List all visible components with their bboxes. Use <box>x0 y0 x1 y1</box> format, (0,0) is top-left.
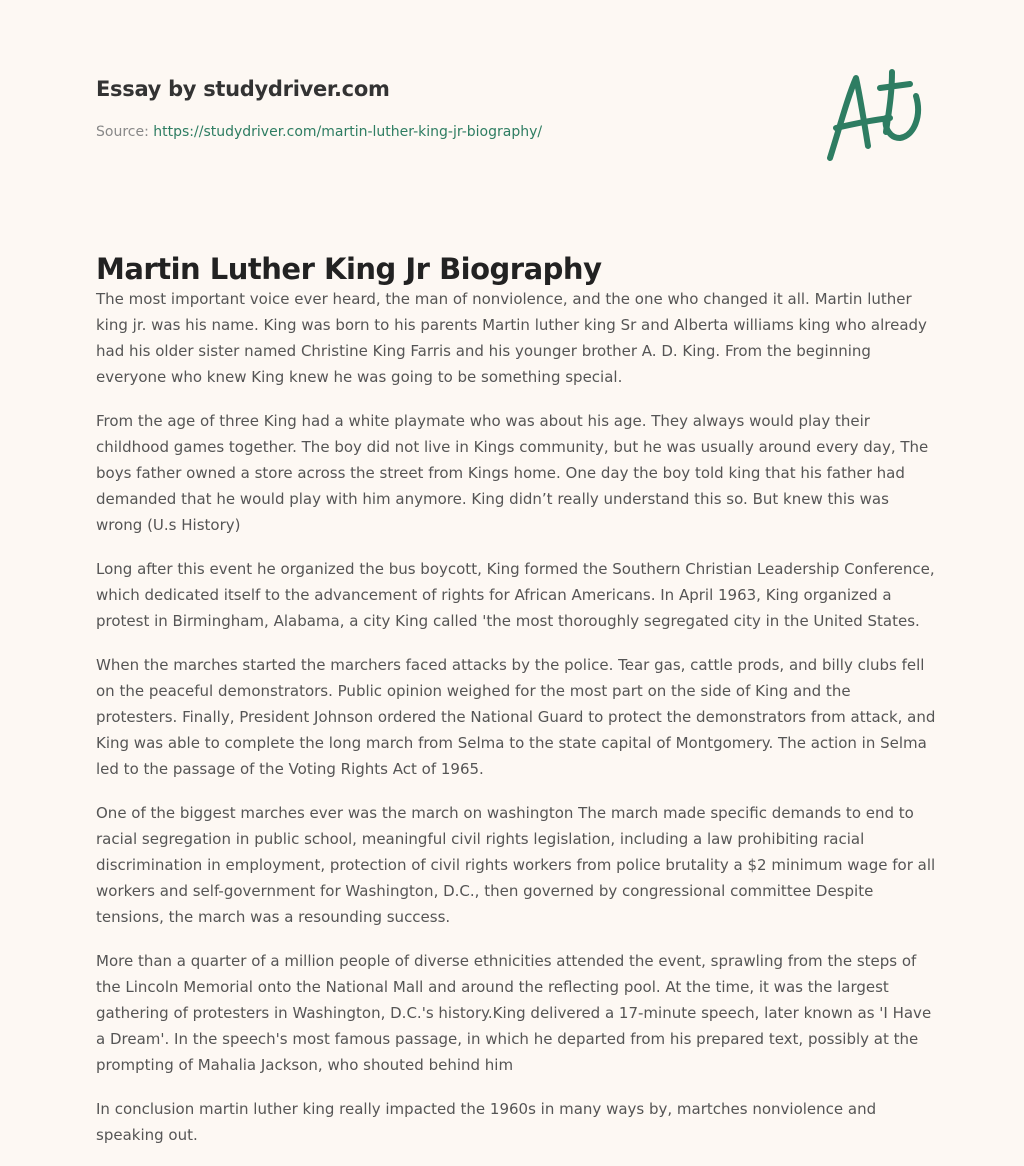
paragraph: When the marches started the marchers faced attacks by the police. Tear gas, cattle prods, and billy clubs fell on the peaceful demonstrators. Public opinion weighed for the most part on the side of King and the protesters. Finally, President Johnson ordered the National Guard to protect the demonstrators from attack, and King was able to complete the long march from Selma to the state capital of Montgomery. The action in Selma led to the passage of the Voting Rights Act of 1965. <box>96 656 936 778</box>
source-line <box>96 124 542 140</box>
paragraph: More than a quarter of a million people of diverse ethnicities attended the event, sprawling from the steps of the Lincoln Memorial onto the National Mall and around the reflecting pool. At the time, it was the largest gathering of protesters in Washington, D.C.'s history.King delivered a 17-minute speech, later known as 'I Have a Dream'. In the speech's most famous passage, in which he departed from his prepared text, possibly at the prompting of Mahalia Jackson, who shouted behind him <box>96 952 932 1074</box>
a-plus-logo-icon <box>818 66 928 166</box>
paragraph: In conclusion martin luther king really impacted the 1960s in many ways by, martches nonviolence and speaking out. <box>96 1100 877 1144</box>
article-title: Martin Luther King Jr Biography <box>96 252 602 286</box>
paragraph: From the age of three King had a white playmate who was about his age. They always would play their childhood games together. The boy did not live in Kings community, but he was usually around every day, The boys father owned a store across the street from Kings home. One day the boy told king that his father had demanded that he would play with him anymore. King didn’t really understand this so. But knew this was wrong (U.s History) <box>96 412 929 534</box>
site-brand: Essay by studydriver.com <box>96 77 390 101</box>
source-label: Source: <box>96 124 149 140</box>
paragraph: One of the biggest marches ever was the march on washington The march made specific demands to end to racial segregation in public school, meaningful civil rights legislation, including a law prohibiting racial discrimination in employment, protection of civil rights workers from police brutality a $2 minimum wage for all workers and self-government for Washington, D.C., then governed by congressional committee Despite tensions, the march was a resounding success. <box>96 804 936 926</box>
article-body <box>96 286 936 1166</box>
paragraph: The most important voice ever heard, the man of nonviolence, and the one who changed it all. Martin luther king jr. was his name. King was born to his parents Martin luther king Sr and Alberta williams king who already had his older sister named Christine King Farris and his younger brother A. D. King. From the beginning everyone who knew King knew he was going to be something special. <box>96 290 927 386</box>
paragraph: Long after this event he organized the bus boycott, King formed the Southern Christian Leadership Conference, which dedicated itself to the advancement of rights for African Americans. In April 1963, King organized a protest in Birmingham, Alabama, a city King called 'the most thoroughly segregated city in the United States. <box>96 560 935 630</box>
source-link[interactable]: https://studydriver.com/martin-luther-king-jr-biography/ <box>153 124 543 140</box>
